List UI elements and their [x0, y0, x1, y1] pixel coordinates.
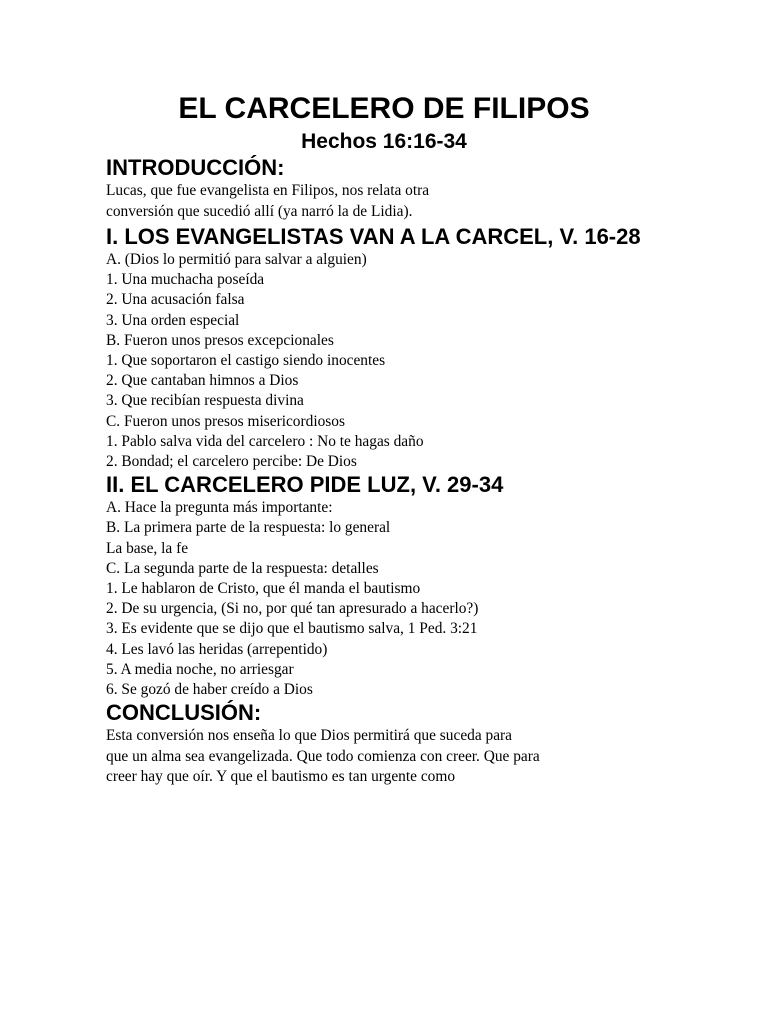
- introduction-line: Lucas, que fue evangelista en Filipos, nos relata otra: [106, 182, 430, 199]
- conclusion-line: Esta conversión nos enseña lo que Dios permitirá que suceda para: [106, 727, 513, 745]
- outline-item: 2. Que cantaban himnos a Dios: [106, 372, 299, 390]
- outline-item: B. Fueron unos presos excepcionales: [106, 331, 334, 349]
- section-2-heading: II. EL CARCELERO PIDE LUZ, V. 29-34: [106, 472, 504, 498]
- conclusion-heading: CONCLUSIÓN:: [106, 700, 262, 726]
- conclusion-paragraph: [106, 726, 746, 788]
- outline-item: 1. Una muchacha poseída: [106, 271, 265, 289]
- section-2-list: [106, 498, 746, 700]
- document-subtitle: Hechos 16:16-34: [301, 130, 467, 153]
- outline-item: 3. Una orden especial: [106, 311, 240, 329]
- section-1-heading: I. LOS EVANGELISTAS VAN A LA CARCEL, V. 16-28: [106, 224, 641, 249]
- outline-item: 3. Es evidente que se dijo que el bautismo salva, 1 Ped. 3:21: [106, 620, 478, 638]
- outline-item: B. La primera parte de la respuesta: lo general: [106, 519, 391, 537]
- outline-item: 2. Bondad; el carcelero percibe: De Dios: [106, 453, 357, 471]
- introduction-paragraph: [106, 181, 746, 222]
- outline-item: 4. Les lavó las heridas (arrepentido): [106, 640, 328, 658]
- outline-item: 1. Pablo salva vida del carcelero : No te hagas daño: [106, 432, 424, 450]
- section-1-list: [106, 250, 746, 472]
- conclusion-line: que un alma sea evangelizada. Que todo comienza con creer. Que para: [106, 747, 540, 765]
- document-body: [106, 155, 746, 788]
- outline-item: 1. Que soportaron el castigo siendo inocentes: [106, 352, 386, 370]
- document-title: EL CARCELERO DE FILIPOS: [178, 92, 590, 125]
- outline-item: A. (Dios lo permitió para salvar a alguien): [106, 251, 367, 268]
- outline-item: 1. Le hablaron de Cristo, que él manda el bautismo: [106, 580, 421, 598]
- outline-item: 2. De su urgencia, (Si no, por qué tan apresurado a hacerlo?): [106, 600, 479, 618]
- outline-item: C. La segunda parte de la respuesta: detalles: [106, 559, 379, 577]
- outline-item: 5. A media noche, no arriesgar: [106, 660, 294, 678]
- introduction-line: conversión que sucedió allí (ya narró la de Lidia).: [106, 202, 413, 220]
- outline-item: La base, la fe: [106, 539, 189, 557]
- outline-item: 6. Se gozó de haber creído a Dios: [106, 681, 313, 699]
- outline-item: 2. Una acusación falsa: [106, 291, 245, 309]
- outline-item: C. Fueron unos presos misericordiosos: [106, 412, 345, 430]
- outline-item: 3. Que recibían respuesta divina: [106, 392, 304, 410]
- conclusion-line: creer hay que oír. Y que el bautismo es tan urgente como: [106, 768, 456, 786]
- outline-item: A. Hace la pregunta más importante:: [106, 499, 333, 517]
- introduction-heading: INTRODUCCIÓN:: [106, 155, 285, 180]
